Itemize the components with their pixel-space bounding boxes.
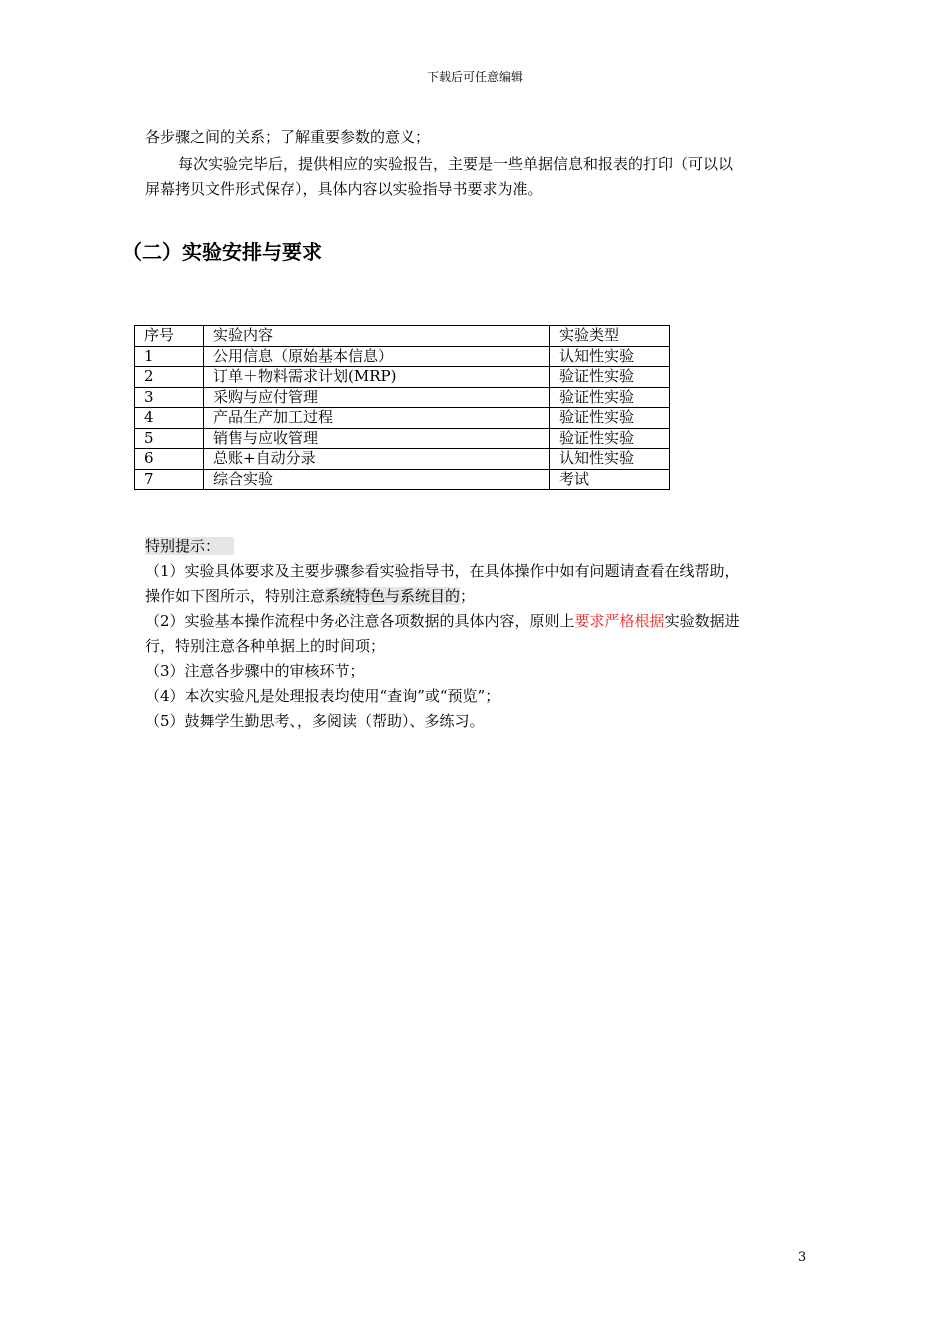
cell-index: 5 <box>135 428 204 449</box>
table-row <box>135 387 670 408</box>
tip-1-text-c: ； <box>460 587 476 605</box>
cell-type: 验证性实验 <box>550 408 670 429</box>
tip-2-line-2: 行，特别注意各种单据上的时间项； <box>145 637 386 655</box>
cell-index: 6 <box>135 449 204 470</box>
header-cell-content: 实验内容 <box>204 326 550 347</box>
cell-type: 验证性实验 <box>550 428 670 449</box>
tip-2-red-emphasis: 要求严格根据 <box>574 612 665 630</box>
cell-content: 采购与应付管理 <box>204 387 550 408</box>
table-row <box>135 346 670 367</box>
cell-type: 认知性实验 <box>550 346 670 367</box>
cell-content: 总账+自动分录 <box>204 449 550 470</box>
tip-2-text-c: 实验数据进 <box>664 612 740 630</box>
cell-index: 1 <box>135 346 204 367</box>
table-row <box>135 469 670 490</box>
table-row <box>135 408 670 429</box>
tip-4: （4）本次实验凡是处理报表均使用“查询”或“预览”； <box>145 687 501 705</box>
header-cell-index: 序号 <box>135 326 204 347</box>
table-header-row <box>135 326 670 347</box>
table-row <box>135 428 670 449</box>
tip-1-highlight: 系统特色与系统目的 <box>325 587 461 605</box>
tip-3: （3）注意各步骤中的审核环节； <box>145 662 365 680</box>
cell-index: 4 <box>135 408 204 429</box>
tips-title-line <box>145 536 234 556</box>
cell-index: 7 <box>135 469 204 490</box>
table-row <box>135 449 670 470</box>
cell-index: 2 <box>135 367 204 388</box>
cell-type: 考试 <box>550 469 670 490</box>
cell-type: 验证性实验 <box>550 367 670 388</box>
page-header: 下载后可任意编辑 <box>426 70 523 84</box>
cell-content: 订单＋物料需求计划(MRP) <box>204 367 550 388</box>
cell-content: 产品生产加工过程 <box>204 408 550 429</box>
cell-index: 3 <box>135 387 204 408</box>
tip-1-line-1: （1）实验具体要求及主要步骤参看实验指导书，在具体操作中如有问题请查看在线帮助， <box>145 562 740 580</box>
cell-content: 综合实验 <box>204 469 550 490</box>
tip-1-line-2 <box>145 586 475 606</box>
table-row <box>135 367 670 388</box>
section-title: （二）实验安排与要求 <box>122 240 322 264</box>
experiment-table <box>134 325 670 490</box>
tip-2-text-a: （2）实验基本操作流程中务必注意各项数据的具体内容，原则上 <box>145 612 575 630</box>
intro-line-1: 各步骤之间的关系；了解重要参数的意义； <box>145 128 431 146</box>
header-cell-type: 实验类型 <box>550 326 670 347</box>
cell-content: 销售与应收管理 <box>204 428 550 449</box>
intro-line-3: 屏幕拷贝文件形式保存），具体内容以实验指导书要求为准。 <box>145 180 543 198</box>
cell-type: 验证性实验 <box>550 387 670 408</box>
tips-title: 特别提示： <box>145 537 234 555</box>
tip-5: （5）鼓舞学生勤思考、，多阅读（帮助）、多练习。 <box>145 712 485 730</box>
intro-line-2: 每次实验完毕后，提供相应的实验报告，主要是一些单据信息和报表的打印（可以以 <box>178 155 734 173</box>
cell-content: 公用信息（原始基本信息） <box>204 346 550 367</box>
tip-1-text-a: 操作如下图所示，特别注意 <box>145 587 326 605</box>
page-number: 3 <box>798 1250 807 1265</box>
cell-type: 认知性实验 <box>550 449 670 470</box>
tip-2-line-1 <box>145 611 740 631</box>
